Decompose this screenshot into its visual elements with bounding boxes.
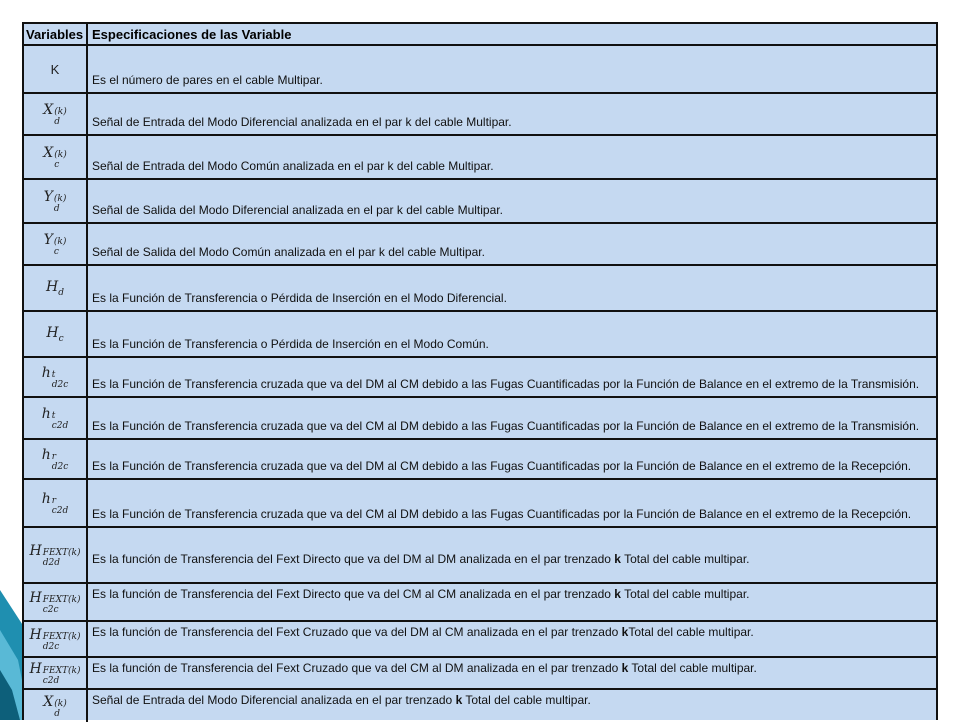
table-row	[24, 46, 936, 94]
description-cell: Es la Función de Transferencia o Pérdida de Inserción en el Modo Común.	[92, 337, 489, 351]
table-row	[24, 266, 936, 312]
variable-cell	[24, 94, 88, 134]
math-symbol: X (k) c	[43, 144, 67, 170]
variables-table	[22, 22, 938, 720]
table-row	[24, 224, 936, 266]
description-cell: Es la función de Transferencia del Fext Directo que va del CM al CM analizada en el par trenzado k Total del cable multipar.	[92, 587, 750, 601]
description-cell: Es la Función de Transferencia cruzada que va del CM al DM debido a las Fugas Cuantificadas por la Función de Balance en el extremo de la Transmisión.	[92, 419, 920, 433]
variable-cell	[24, 658, 88, 688]
table-row	[24, 180, 936, 224]
description-cell: Es la función de Transferencia del Fext Cruzado que va del DM al CM analizada en el par trenzado kTotal del cable multipar.	[92, 625, 754, 639]
table-row	[24, 584, 936, 622]
description-cell: Señal de Salida del Modo Común analizada en el par k del cable Multipar.	[92, 245, 485, 259]
variable-cell	[24, 528, 88, 582]
table-row	[24, 480, 936, 528]
header-variables: Variables	[24, 24, 88, 44]
description-cell: Señal de Entrada del Modo Común analizada en el par k del cable Multipar.	[92, 159, 494, 173]
variable-cell: K	[24, 46, 88, 92]
table-row	[24, 94, 936, 136]
math-symbol: h r d2c	[41, 446, 69, 472]
table-row	[24, 440, 936, 480]
description-cell: Es el número de pares en el cable Multipar.	[92, 73, 323, 87]
math-symbol: Y (k) d	[43, 188, 67, 214]
table-row	[24, 358, 936, 398]
variable-cell	[24, 480, 88, 526]
variable-cell	[24, 622, 88, 656]
description-cell: Es la Función de Transferencia o Pérdida de Inserción en el Modo Diferencial.	[92, 291, 507, 305]
math-symbol: X (k) d	[43, 693, 67, 719]
variable-cell	[24, 584, 88, 620]
variable-cell	[24, 136, 88, 178]
math-symbol: $H_c$	[46, 324, 64, 344]
table-row	[24, 398, 936, 440]
variable-cell	[24, 440, 88, 478]
math-symbol: H FEXT(k) d2c	[29, 626, 81, 652]
math-symbol: h t d2c	[41, 364, 69, 390]
table-row	[24, 658, 936, 690]
variable-cell	[24, 224, 88, 264]
math-symbol: $H_d$	[46, 278, 64, 298]
variable-cell	[24, 690, 88, 722]
math-symbol: Y (k) c	[43, 231, 67, 257]
variable-cell	[24, 180, 88, 222]
math-symbol: X (k) d	[43, 101, 67, 127]
table-row	[24, 622, 936, 658]
math-symbol: H FEXT(k) c2d	[29, 660, 81, 686]
description-cell: Es la Función de Transferencia cruzada que va del CM al DM debido a las Fugas Cuantificadas por la Función de Balance en el extremo de la Recepción.	[92, 507, 912, 521]
header-specifications: Especificaciones de las Variable	[92, 27, 292, 42]
table-row	[24, 528, 936, 584]
variable-cell	[24, 398, 88, 438]
math-symbol: h t c2d	[41, 405, 69, 431]
description-cell: Señal de Salida del Modo Diferencial analizada en el par k del cable Multipar.	[92, 203, 503, 217]
variable-cell	[24, 312, 88, 356]
variable-cell	[24, 266, 88, 310]
math-symbol: h r c2d	[41, 490, 69, 516]
math-symbol: H FEXT(k) c2c	[29, 589, 81, 615]
math-symbol: H FEXT(k) d2d	[29, 542, 81, 568]
variable-cell	[24, 358, 88, 396]
description-cell: Es la función de Transferencia del Fext Cruzado que va del CM al DM analizada en el par trenzado k Total del cable multipar.	[92, 661, 757, 675]
description-cell: Es la Función de Transferencia cruzada que va del DM al CM debido a las Fugas Cuantificadas por la Función de Balance en el extremo de la Recepción.	[92, 459, 912, 473]
table-row	[24, 690, 936, 722]
table-header	[24, 24, 936, 46]
description-cell: Es la Función de Transferencia cruzada que va del DM al CM debido a las Fugas Cuantificadas por la Función de Balance en el extremo de la Transmisión.	[92, 377, 920, 391]
table-row	[24, 136, 936, 180]
description-cell: Señal de Entrada del Modo Diferencial analizada en el par k del cable Multipar.	[92, 115, 512, 129]
description-cell: Señal de Entrada del Modo Diferencial analizada en el par trenzado k Total del cable multipar.	[92, 693, 591, 707]
description-cell: Es la función de Transferencia del Fext Directo que va del DM al DM analizada en el par trenzado k Total del cable multipar.	[92, 552, 750, 566]
table-row	[24, 312, 936, 358]
